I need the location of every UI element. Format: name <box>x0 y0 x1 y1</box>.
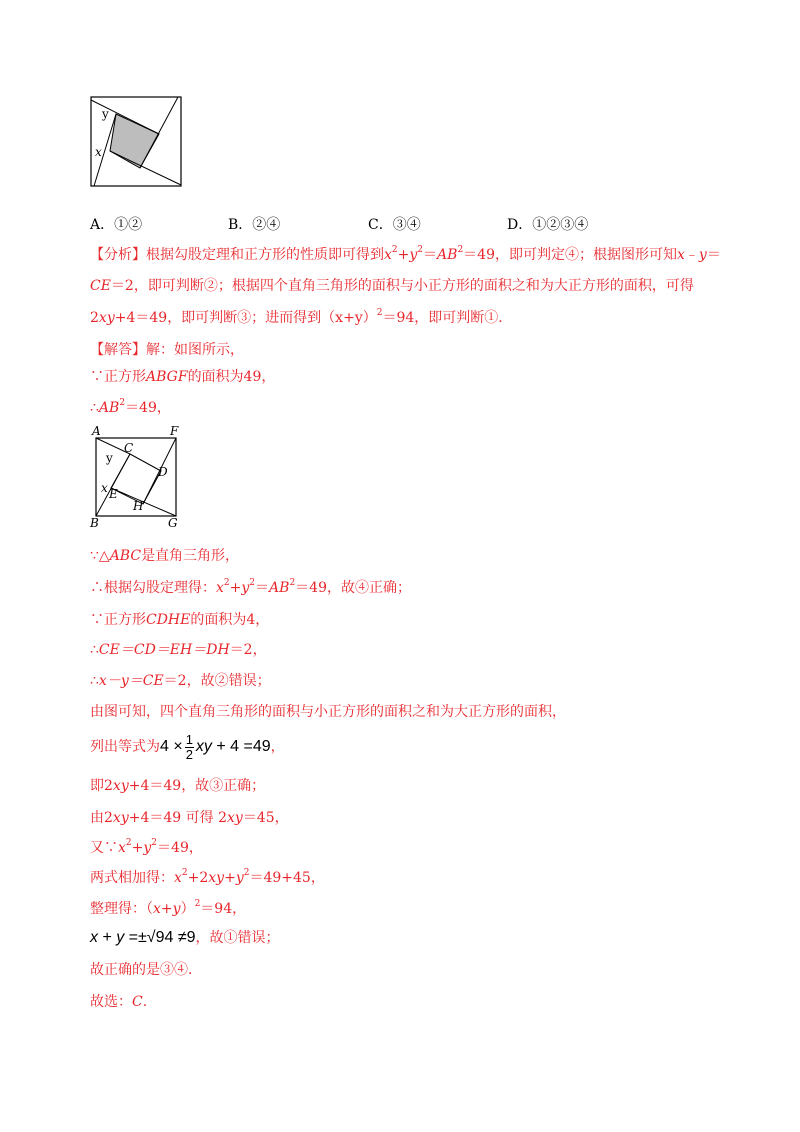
solution-line-5: ∵正方形CDHE的面积为4， <box>90 612 270 628</box>
label-x: x <box>101 481 108 495</box>
label-B: B <box>90 516 99 530</box>
analysis-line-1: 【分析】根据勾股定理和正方形的性质即可得到$x^2+y^2=AB^2=49$，即可判定④；根据图形可知x﹣y＝ <box>90 245 721 263</box>
option-d: D．①②③④ <box>507 217 589 233</box>
solution-line-15: x + y =±√94 ≠9，故①错误； <box>90 929 280 946</box>
figure-labeled-square-diagram <box>88 424 184 530</box>
solution-line-12: 又$\because x^2+y^2=49$， <box>90 838 203 856</box>
inner-square <box>111 454 161 504</box>
segment <box>111 488 176 516</box>
label-F: F <box>170 424 179 438</box>
label-A: A <box>92 424 101 438</box>
label-H: H <box>133 499 144 513</box>
label-D: D <box>158 465 168 479</box>
analysis-line-2: CE＝2，即可判断②；根据四个直角三角形的面积与小正方形的面积之和为大正方形的面积，可得 <box>90 278 694 294</box>
solution-line-4: ∴根据勾股定理得：$x^2+y^2=AB^2=49$，故④正确； <box>90 578 411 596</box>
solution-line-intro: 【解答】解：如图所示， <box>90 342 244 358</box>
solution-line-7: ∴x－y＝CE＝2，故②错误； <box>90 673 271 689</box>
solution-line-8: 由图可知，四个直角三角形的面积与小正方形的面积之和为大正方形的面积， <box>90 704 566 720</box>
solution-line-1: ∵正方形ABGF的面积为49， <box>90 369 276 385</box>
solution-line-17: 故选：C. <box>90 994 148 1010</box>
label-y: y <box>102 107 109 121</box>
option-a: A．①② <box>90 217 143 233</box>
solution-line-10: 即2xy+4＝49，故③正确； <box>90 778 266 794</box>
solution-line-9: 列出等式为4 × $\frac{1}{2}$ xy + 4 =49， <box>90 731 285 762</box>
label-C: C <box>124 441 134 455</box>
solution-line-6: ∴CE＝CD＝EH＝DH＝2， <box>90 642 267 658</box>
solution-line-11: 由2xy+4＝49 可得 2xy＝45， <box>90 810 289 826</box>
figure-square-diagram <box>90 96 184 188</box>
label-G: G <box>168 516 178 530</box>
solution-line-3: ∵△ABC是直角三角形， <box>90 548 240 564</box>
label-x: x <box>95 145 102 159</box>
label-y: y <box>106 451 113 465</box>
solution-line-2: $\therefore AB^2=49$， <box>90 398 171 416</box>
solution-line-14: 整理得：$(x+y)^2=94$， <box>90 899 247 917</box>
analysis-line-3: 2xy+4＝49，即可判断③；进而得到$(x+y)^2=94$，即可判断①. <box>90 308 503 326</box>
label-E: E <box>109 487 118 501</box>
option-c: C．③④ <box>368 217 421 233</box>
option-b: B．②④ <box>228 217 281 233</box>
solution-line-16: 故正确的是③④． <box>90 962 202 978</box>
solution-line-13: 两式相加得：$x^2+2xy+y^2=49+45$， <box>90 868 325 886</box>
